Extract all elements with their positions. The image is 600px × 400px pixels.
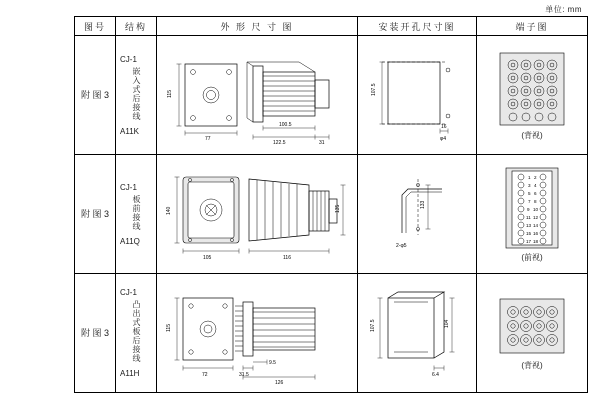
svg-text:16: 16 bbox=[441, 124, 447, 130]
header-structure: 结构 bbox=[116, 17, 157, 36]
svg-text:2-φ5: 2-φ5 bbox=[396, 243, 407, 249]
svg-text:1: 1 bbox=[528, 175, 531, 180]
svg-text:122.5: 122.5 bbox=[273, 140, 286, 146]
svg-text:13: 13 bbox=[526, 223, 532, 228]
structure-code-2: A11Q bbox=[120, 236, 140, 246]
fig-no-2: 附 图 3 bbox=[75, 155, 116, 274]
structure-cell-1 bbox=[116, 36, 157, 155]
table-row bbox=[75, 274, 588, 393]
svg-text:116: 116 bbox=[283, 255, 291, 261]
svg-text:104: 104 bbox=[444, 319, 450, 328]
structure-code-1: A11K bbox=[120, 126, 139, 136]
svg-text:6: 6 bbox=[534, 191, 537, 196]
svg-text:5: 5 bbox=[528, 191, 531, 196]
table-row bbox=[75, 155, 588, 274]
svg-text:77: 77 bbox=[205, 136, 211, 142]
terminal-drawing-1 bbox=[477, 36, 588, 155]
terminal-caption-3: (背视) bbox=[521, 361, 543, 370]
svg-text:6.4: 6.4 bbox=[432, 372, 439, 378]
svg-text:133: 133 bbox=[420, 200, 426, 209]
svg-text:16: 16 bbox=[533, 231, 539, 236]
svg-text:115: 115 bbox=[167, 90, 173, 98]
mounting-drawing-1 bbox=[358, 36, 477, 155]
svg-text:107.5: 107.5 bbox=[370, 319, 376, 332]
svg-text:31.5: 31.5 bbox=[239, 372, 249, 378]
terminal-caption-1: (背视) bbox=[521, 131, 543, 140]
fig-no-3: 附 图 3 bbox=[75, 274, 116, 393]
fig-no-1: 附 图 3 bbox=[75, 36, 116, 155]
svg-text:100.5: 100.5 bbox=[279, 122, 292, 128]
svg-text:4: 4 bbox=[534, 183, 537, 188]
svg-text:14: 14 bbox=[533, 223, 539, 228]
structure-cell-2 bbox=[116, 155, 157, 274]
svg-text:105: 105 bbox=[203, 255, 212, 261]
header-fig-no: 图号 bbox=[75, 17, 116, 36]
svg-text:135: 135 bbox=[335, 204, 341, 213]
structure-model-2: CJ-1 bbox=[120, 182, 137, 192]
svg-text:3: 3 bbox=[528, 183, 531, 188]
outline-drawing-1 bbox=[157, 36, 358, 155]
structure-type-2: 板前接线 bbox=[132, 194, 141, 231]
svg-text:15: 15 bbox=[526, 231, 532, 236]
mounting-drawing-2 bbox=[358, 155, 477, 274]
unit-note: 单位: mm bbox=[545, 5, 582, 14]
structure-cell-3 bbox=[116, 274, 157, 393]
svg-text:115: 115 bbox=[166, 324, 172, 332]
svg-text:7: 7 bbox=[528, 199, 531, 204]
svg-text:72: 72 bbox=[202, 372, 208, 378]
svg-text:140: 140 bbox=[166, 206, 172, 215]
header-terminal: 端子图 bbox=[477, 17, 588, 36]
table-header-row bbox=[75, 17, 588, 36]
svg-text:2: 2 bbox=[534, 175, 537, 180]
svg-text:107.5: 107.5 bbox=[371, 83, 377, 96]
svg-text:φ4: φ4 bbox=[440, 136, 447, 142]
svg-text:10: 10 bbox=[533, 207, 539, 212]
terminal-drawing-3 bbox=[477, 274, 588, 393]
structure-code-3: A11H bbox=[120, 369, 140, 378]
spec-table bbox=[74, 16, 588, 393]
header-outline: 外 形 尺 寸 图 bbox=[157, 17, 358, 36]
outline-drawing-2 bbox=[157, 155, 358, 274]
structure-type-3: 凸出式板后接线 bbox=[132, 300, 141, 363]
table-row bbox=[75, 36, 588, 155]
header-mounting: 安装开孔尺寸图 bbox=[358, 17, 477, 36]
svg-text:17: 17 bbox=[526, 239, 532, 244]
svg-text:18: 18 bbox=[533, 239, 539, 244]
outline-drawing-3 bbox=[157, 274, 358, 393]
structure-type-1: 嵌入式后接线 bbox=[132, 66, 141, 121]
svg-text:126: 126 bbox=[275, 380, 284, 386]
svg-text:31: 31 bbox=[319, 140, 325, 146]
svg-text:9.5: 9.5 bbox=[269, 360, 276, 366]
svg-text:9: 9 bbox=[527, 207, 530, 212]
svg-text:11: 11 bbox=[526, 215, 531, 220]
svg-text:12: 12 bbox=[533, 215, 539, 220]
structure-model-3: CJ-1 bbox=[120, 288, 137, 297]
terminal-caption-2: (前视) bbox=[521, 253, 543, 262]
mounting-drawing-3 bbox=[358, 274, 477, 393]
svg-text:8: 8 bbox=[534, 199, 537, 204]
structure-model-1: CJ-1 bbox=[120, 54, 137, 64]
terminal-drawing-2 bbox=[477, 155, 588, 274]
